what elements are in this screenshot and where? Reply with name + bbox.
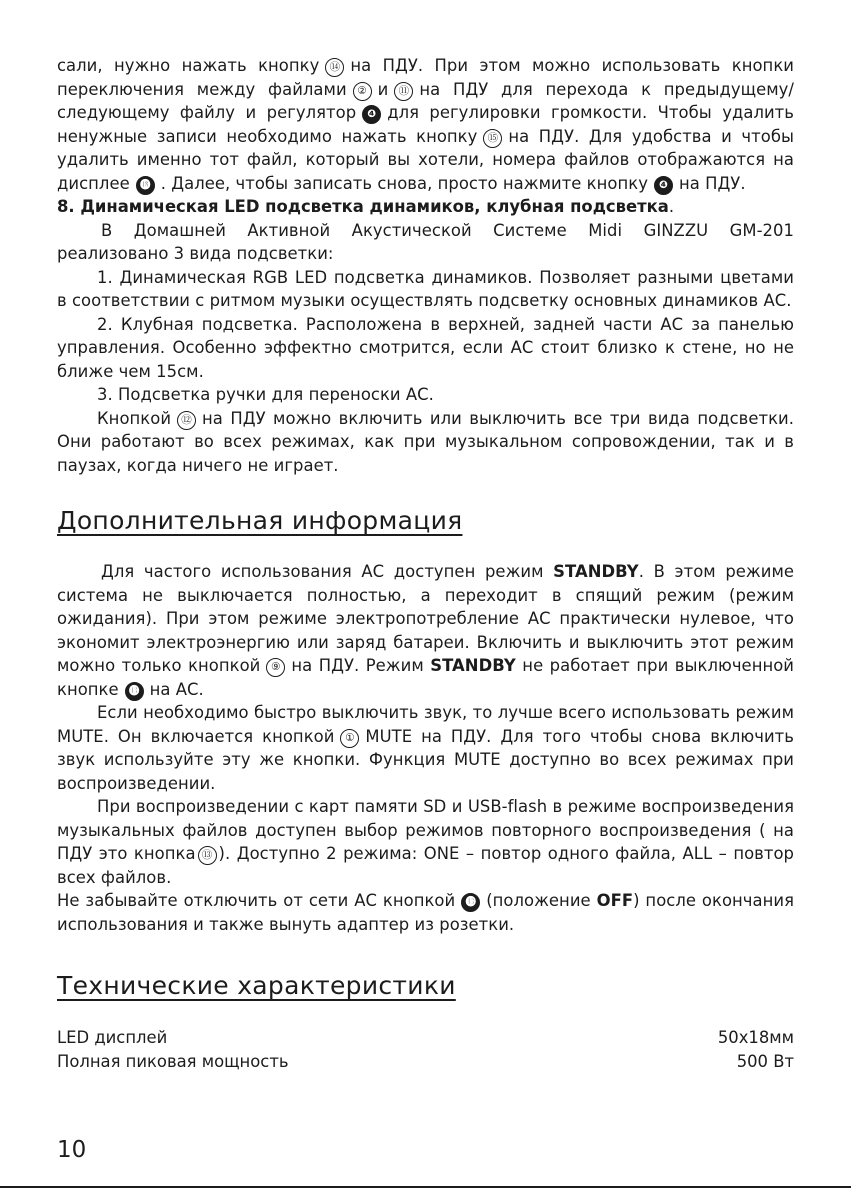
paragraph: 1. Динамическая RGB LED подсветка динамиков. Позволяет разными цветами в соответствии с ритмом музыки осуществлять подсветку основных динамиков АС.	[57, 267, 794, 310]
text: MUTE на ПДУ. Для того чтобы снова включить звук используйте эту же кнопки. Функция MUTE доступно во всех режимах при воспроизведении.	[57, 726, 794, 793]
spec-label: Полная пиковая мощность	[57, 1051, 289, 1071]
button-14-icon: ⑭	[325, 58, 344, 77]
text: на ПДУ для перехода к предыдущему/ следующему файлу и регулятор	[57, 79, 794, 122]
text: на ПДУ. Режим	[291, 656, 424, 675]
text: . Далее, чтобы записать снова, просто нажмите кнопку	[160, 173, 648, 193]
paragraph: 3. Подсветка ручки для переноски АС.	[97, 385, 434, 404]
paragraph-power-off	[57, 889, 794, 936]
regulator-4-icon: ❹	[654, 176, 673, 195]
page-number: 10	[57, 1137, 87, 1163]
spec-label: LED дисплей	[57, 1028, 168, 1047]
text: не работает при выключенной кнопке	[57, 656, 795, 699]
text: для регулировки громкости. Чтобы удалить ненужные записи необходимо нажать кнопку	[57, 103, 794, 146]
text: на ПДУ. Для удобства и чтобы удалить именно тот файл, который вы хотели, номера файлов отображаются на дисплее	[57, 126, 794, 193]
manual-page	[57, 54, 794, 1073]
bottom-rule	[0, 1186, 851, 1188]
text: Для частого использования АС доступен режим	[101, 562, 544, 581]
paragraph-continued	[57, 54, 794, 195]
button-12-icon: ⑫	[177, 411, 196, 430]
text: При воспроизведении с карт памяти SD и USB-flash в режиме воспроизведения музыкальных файлов доступен выбор режимов повторного воспроизведения ( на ПДУ это кнопка	[57, 797, 794, 863]
button-15-icon: ⑮	[483, 129, 502, 148]
button-13-icon: ⓭	[461, 893, 480, 912]
button-9-icon: ⑨	[266, 658, 285, 677]
paragraph: 2. Клубная подсветка. Расположена в верхней, задней части АС за панелью управления. Особенно эффектно смотрится, если АС стоит близко к стене, но не ближе чем 15см.	[57, 314, 794, 381]
text: сали, нужно нажать кнопку	[57, 56, 320, 75]
section-title-extra-info: Дополнительная информация	[57, 506, 463, 535]
text: на ПДУ.	[678, 173, 746, 193]
paragraph: В Домашней Активной Акустической Системе Midi GINZZU GM-201 реализовано 3 вида подсветки:	[57, 220, 794, 263]
spec-value: 50x18мм	[717, 1028, 794, 1047]
button-13-icon: ⑬	[198, 846, 217, 865]
paragraph-repeat	[57, 795, 794, 889]
display-18-icon: ⓲	[136, 176, 155, 195]
spec-value: 500 Вт	[736, 1051, 794, 1071]
standby-term: STANDBY	[553, 562, 639, 581]
text: Не забывайте отключить от сети АС кнопкой	[57, 891, 456, 910]
button-13-icon: ⓭	[125, 682, 144, 701]
heading-text: 8. Динамическая LED подсветка динамиков, клубная подсветка	[57, 197, 669, 216]
text: ). Доступно 2 режима: ONE – повтор одного файла, ALL – повтор всех файлов.	[57, 844, 794, 887]
text: ) после окончания использования и также вынуть адаптер из розетки.	[57, 891, 794, 934]
paragraph-mute	[57, 701, 794, 795]
text: (положение	[486, 891, 591, 910]
text: Если необходимо быстро выключить звук, то лучше всего использовать режим MUTE. Он включается кнопкой	[57, 703, 794, 746]
standby-term: STANDBY	[430, 656, 516, 675]
section-title-specs: Технические характеристики	[57, 971, 456, 1000]
text: на АС.	[149, 679, 204, 699]
paragraph-standby	[57, 560, 794, 701]
section-8-heading	[57, 195, 794, 219]
regulator-4-icon: ❹	[362, 105, 381, 124]
button-2-icon: ②	[353, 82, 372, 101]
text: и	[377, 79, 389, 99]
spec-row	[57, 1050, 794, 1074]
heading-dot: .	[668, 197, 675, 216]
text: Кнопкой	[97, 408, 172, 428]
text: . В этом режиме система не выключается полностью, а переходит в спящий режим (режим ожидания). При этом режиме электропотребление АС практически нулевое, что экономит электроэнергию или заряд батареи. Включить и выключить этот режим можно только кнопкой	[57, 562, 794, 675]
paragraph	[57, 407, 794, 478]
spec-row	[57, 1026, 794, 1050]
button-1-icon: ①	[340, 729, 359, 748]
text: на ПДУ. При этом можно использовать кнопки переключения между файлами	[57, 56, 794, 99]
text: на ПДУ можно включить или выключить все три вида подсветки. Они работают во всех режимах, как при музыкальном сопровождении, так и в паузах, когда ничего не играет.	[57, 408, 794, 475]
button-11-icon: ⑪	[394, 82, 413, 101]
off-term: OFF	[596, 891, 634, 910]
